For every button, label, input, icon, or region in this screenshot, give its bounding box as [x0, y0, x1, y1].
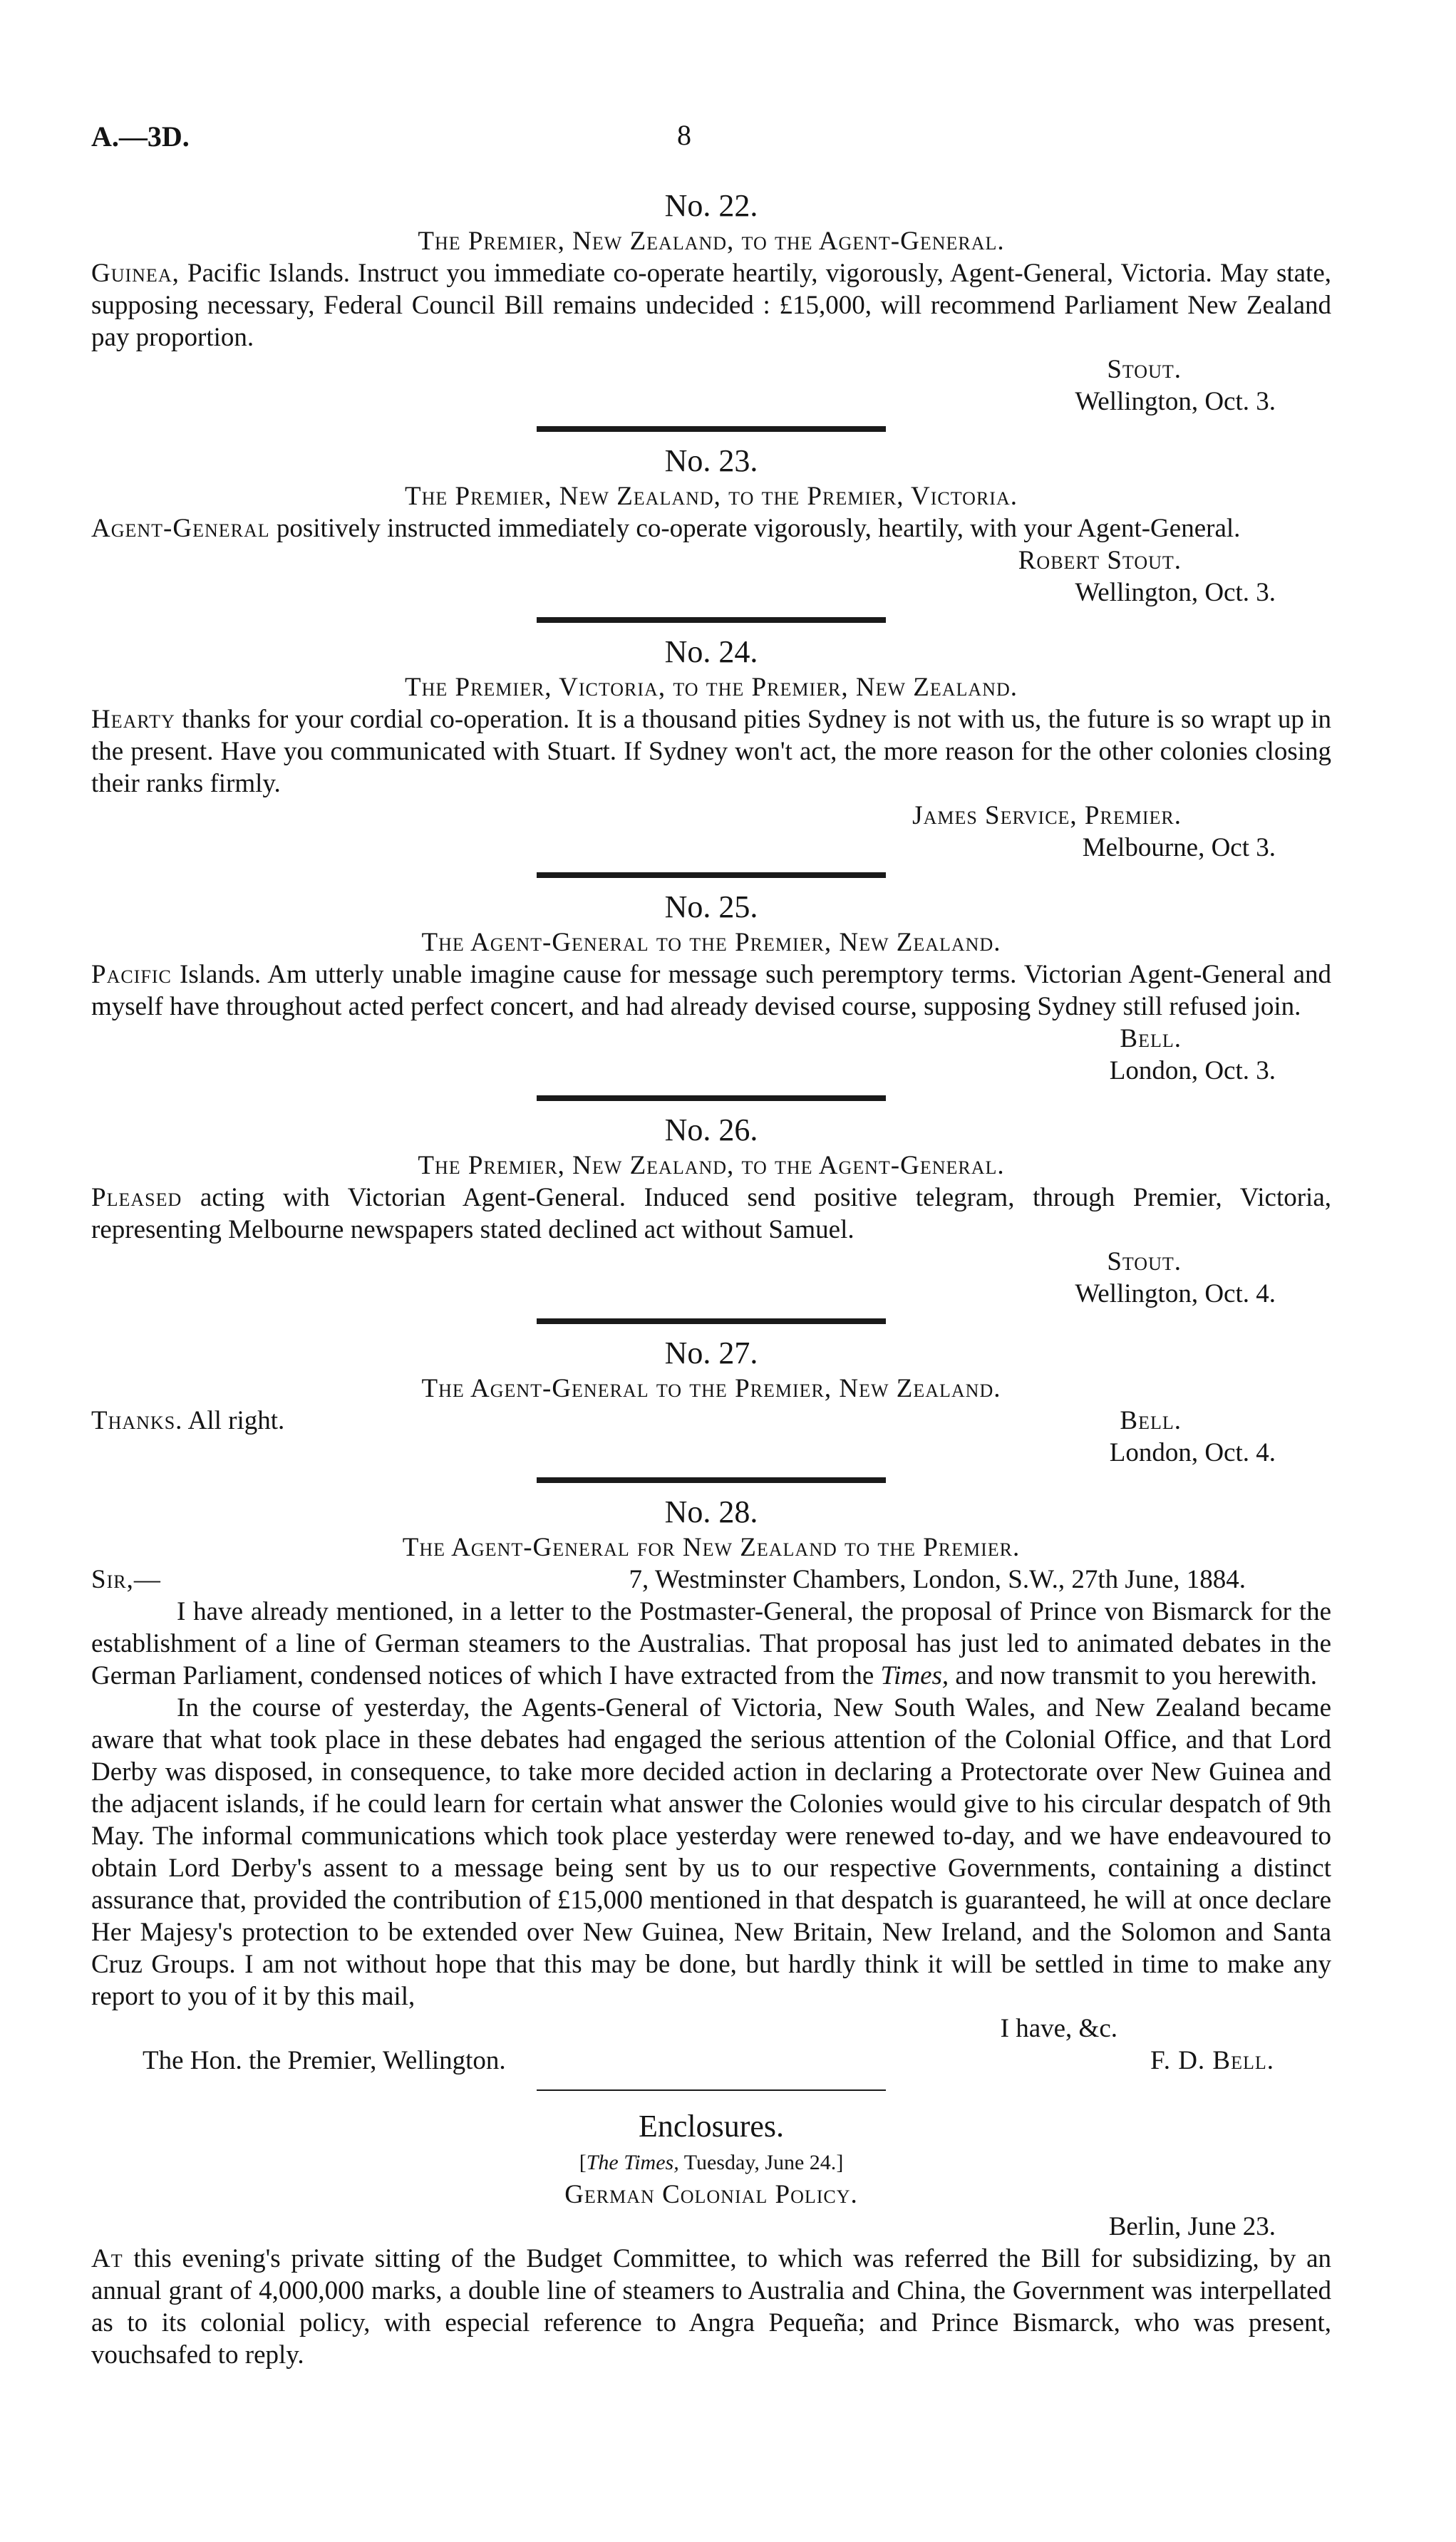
section-divider [537, 1095, 886, 1101]
lead-word: Hearty [91, 705, 175, 734]
section-number: No. 22. [664, 188, 758, 223]
section-divider [537, 872, 886, 878]
section-heading: The Agent-General to the Premier, New Zealand. [421, 928, 1001, 957]
letter-closing: I have, &c. [1000, 2014, 1117, 2043]
letter-paragraph-2: In the course of yesterday, the Agents-General of Victoria, New South Wales, and New Zealand became aware that what took place in these debates had engaged the serious attention of the Colonial Office, and that Lord Derby was disposed, in consequence, to take more decided action in declaring a Protectorate over New Guinea and the adjacent islands, if he could learn for certain what answer the Colonies would give to his circular despatch of 9th May. The informal communications which took place yesterday were renewed to-day, and we have endeavoured to obtain Lord Derby's assent to a message being sent by us to our respective Governments, containing a distinct assurance that, provided the contribution of £15,000 mentioned in that despatch is guaranteed, he will at once declare Her Majesy's protection to be extended over New Guinea, New Britain, New Ireland, and the Solomon and Santa Cruz Groups. I am not without hope that this may be done, but hardly think it will be settled in time to make any report to you of it by this mail, [91, 1693, 1331, 2011]
section-body: Thanks. All right. Bell. [91, 1405, 1331, 1437]
section-number: No. 23. [664, 443, 758, 478]
section-heading: The Premier, New Zealand, to the Agent-General. [418, 1151, 1005, 1180]
section-body: Agent-General positively instructed immediately co-operate vigorously, heartily, with your Agent-General. [91, 514, 1241, 543]
lead-word: Agent-General [91, 514, 270, 543]
signature: Robert Stout. [1018, 546, 1182, 575]
article-title: German Colonial Policy. [564, 2180, 858, 2209]
place-date: Melbourne, Oct 3. [1082, 833, 1276, 862]
section-heading: The Agent-General to the Premier, New Zealand. [421, 1374, 1001, 1403]
enclosures [91, 2107, 1331, 2371]
section-divider [537, 617, 886, 623]
article-body: At this evening's private sitting of the Budget Committee, to which was referred the Bill for subsidizing, by an annual grant of 4,000,000 marks, a double line of steamers to Australia and China, the Government was interpellated as to its colonial policy, with especial reference to Angra Pequeña; and Prince Bismarck, who was present, vouchsafed to reply. [91, 2244, 1332, 2370]
place-date: Wellington, Oct. 3. [1075, 387, 1276, 416]
letter-no-28 [91, 1493, 1331, 2091]
salutation: Sir,— [91, 1565, 161, 1594]
section-number: No. 26. [664, 1112, 758, 1147]
enclosures-title: Enclosures. [638, 2109, 785, 2144]
letter-address: 7, Westminster Chambers, London, S.W., 27th June, 1884. [629, 1565, 1246, 1594]
lead-word: At [91, 2244, 123, 2273]
section-number: No. 28. [664, 1494, 758, 1529]
telegram-no-23 [91, 442, 1331, 623]
section-divider [537, 426, 886, 432]
letter-addressee: The Hon. the Premier, Wellington. [143, 2046, 506, 2075]
telegram-no-27 [91, 1334, 1331, 1483]
section-body: Guinea, Pacific Islands. Instruct you immediate co-operate heartily, vigorously, Agent-General, Victoria. May state, supposing necessary, Federal Council Bill remains undecided : £15,000, will recommend Parliament New Zealand pay proportion. [91, 259, 1332, 352]
signature: Stout. [1107, 355, 1182, 384]
document-body [91, 187, 1331, 2371]
telegram-no-26 [91, 1111, 1331, 1324]
signature: Bell. [1120, 1406, 1182, 1435]
page-number: 8 [677, 119, 691, 151]
enclosure-source: [The Times, Tuesday, June 24.] [579, 2151, 844, 2174]
section-heading: The Premier, New Zealand, to the Agent-General. [418, 227, 1005, 256]
section-number: No. 24. [664, 634, 758, 669]
section-body: Hearty thanks for your cordial co-operation. It is a thousand pities Sydney is not with us, the future is so wrapt up in the present. Have you communicated with Stuart. If Sydney won't act, the more reason for the other colonies closing their ranks firmly. [91, 705, 1331, 798]
telegram-no-24 [91, 633, 1331, 878]
letter-signature: F. D. Bell. [1150, 2046, 1274, 2075]
document-reference: A.—3D. [91, 120, 190, 153]
letter-paragraph-1: I have already mentioned, in a letter to the Postmaster-General, the proposal of Prince von Bismarck for the establishment of a line of German steamers to the Australias. That proposal has just led to animated debates in the German Parliament, condensed notices of which I have extracted from the Times, and now transmit to you herewith. [91, 1597, 1331, 1690]
signature: Bell. [1120, 1024, 1182, 1053]
enclosure-divider [537, 2089, 886, 2091]
letter-opening [91, 1564, 1331, 1596]
section-divider [537, 1477, 886, 1483]
section-heading: The Premier, New Zealand, to the Premier, Victoria. [405, 482, 1018, 511]
place-date: London, Oct. 3. [1109, 1056, 1276, 1085]
lead-word: Pleased [91, 1183, 182, 1212]
section-number: No. 27. [664, 1335, 758, 1370]
place-date: London, Oct. 4. [1109, 1438, 1276, 1467]
section-number: No. 25. [664, 889, 758, 924]
lead-word: Pacific [91, 960, 172, 989]
place-date: Wellington, Oct. 4. [1075, 1279, 1276, 1308]
section-divider [537, 1318, 886, 1324]
telegram-no-22 [91, 187, 1331, 432]
place-date: Wellington, Oct. 3. [1075, 578, 1276, 607]
signature: James Service, Premier. [912, 801, 1182, 830]
section-heading: The Agent-General for New Zealand to the Premier. [402, 1533, 1021, 1562]
section-heading: The Premier, Victoria, to the Premier, New Zealand. [405, 673, 1018, 702]
section-body: Pacific Islands. Am utterly unable imagine cause for message such peremptory terms. Victorian Agent-General and myself have throughout acted perfect concert, and had already devised course, supposing Sydney still refused join. [91, 960, 1331, 1021]
letter-footer [91, 2045, 1331, 2077]
lead-word: Guinea, [91, 259, 180, 288]
telegram-no-25 [91, 888, 1331, 1101]
signature: Stout. [1107, 1247, 1182, 1276]
section-body: Pleased acting with Victorian Agent-General. Induced send positive telegram, through Premier, Victoria, representing Melbourne newspapers stated declined act without Samuel. [91, 1183, 1332, 1244]
article-dateline: Berlin, June 23. [1108, 2212, 1276, 2241]
lead-word: Thanks. [91, 1406, 183, 1435]
